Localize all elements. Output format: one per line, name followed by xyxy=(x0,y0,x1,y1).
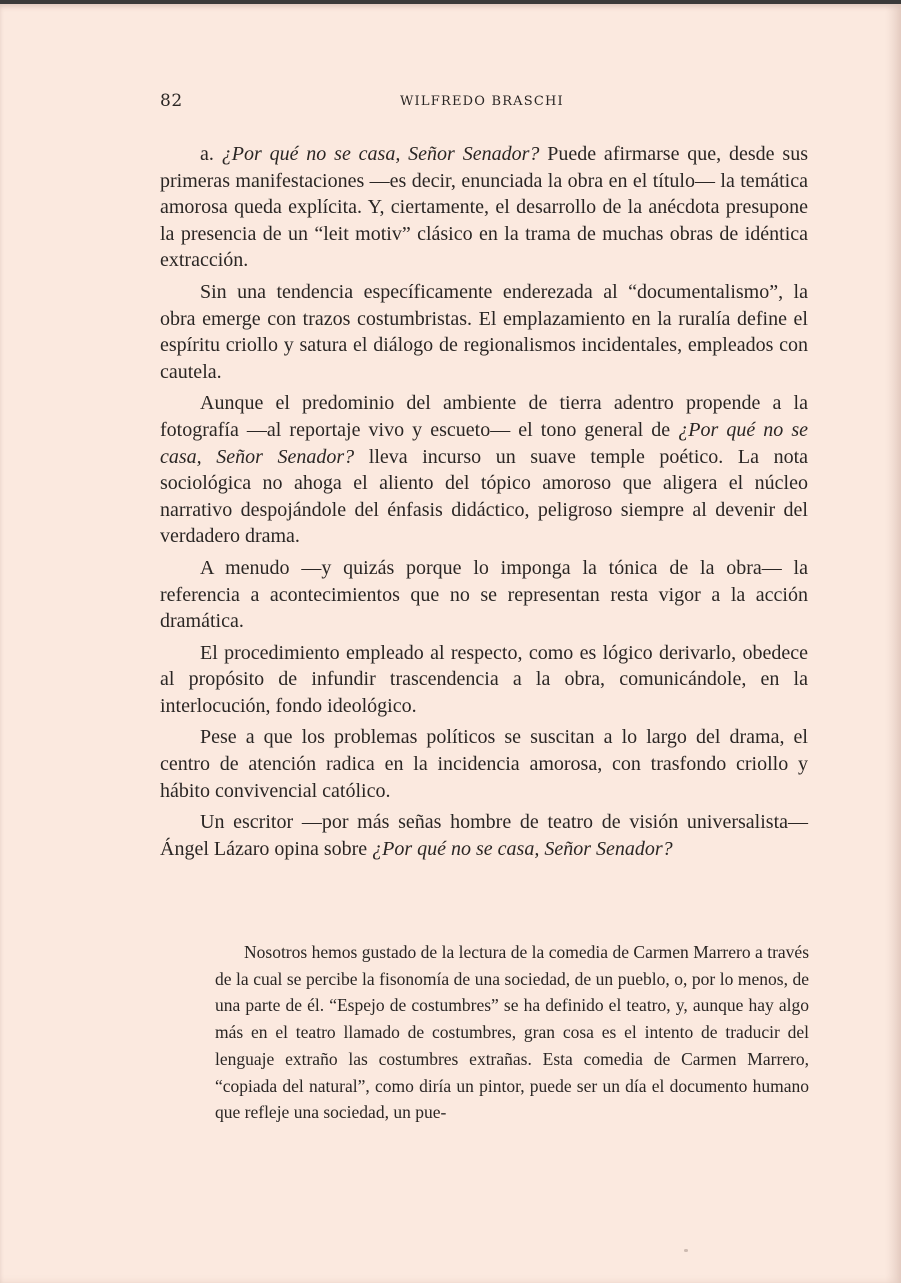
text-run: Aunque el predominio del ambiente de tierra adentro propende a la fotografía —al reportaje vivo y escueto— el tono general de xyxy=(160,392,808,441)
page-header xyxy=(160,91,810,115)
paper-speck xyxy=(684,1249,688,1252)
paragraph xyxy=(160,809,808,862)
page-edge-shadow xyxy=(885,4,901,1283)
text-run: a. xyxy=(200,143,222,165)
paragraph: Sin una tendencia específicamente enderezada al “documentalismo”, la obra emerge con trazos costumbristas. El emplazamiento en la ruralía define el espíritu criollo y satura el diálogo de regionalismos incidentales, empleados con cautela. xyxy=(160,280,808,383)
text-run: Un escritor —por más señas hombre de teatro de visión universalista—Ángel Lázaro opina sobre xyxy=(160,811,808,860)
paragraph xyxy=(160,141,808,274)
page-number: 82 xyxy=(160,91,183,111)
work-title: ¿Por qué no se casa, Señor Senador? xyxy=(160,418,808,468)
paragraph xyxy=(160,390,808,550)
main-text xyxy=(160,141,808,862)
paragraph: El procedimiento empleado al respecto, como es lógico derivarlo, obedece al propósito de infundir trascendencia a la obra, comunicándole, en la interlocución, fondo ideológico. xyxy=(160,641,808,717)
running-head: WILFREDO BRASCHI xyxy=(400,94,564,109)
paragraph: A menudo —y quizás porque lo imponga la tónica de la obra— la referencia a acontecimientos que no se representan resta vigor a la acción dramática. xyxy=(160,556,808,633)
block-quote xyxy=(215,939,809,1126)
quote-paragraph: Nosotros hemos gustado de la lectura de la comedia de Carmen Marrero a través de la cual se percibe la fisonomía de una sociedad, de un pueblo, o, por lo menos, de una parte de él. “Espejo de costumbres” se ha definido el teatro, y, aunque hay algo más en el teatro llamado de costumbres, gran cosa es el intento de traducir del lenguaje extraño las costumbres extrañas. Esta comedia de Carmen Marrero, “copiada del natural”, como diría un pintor, puede ser un día el documento humano que refleje una sociedad, un pue- xyxy=(215,942,809,1123)
paragraph: Pese a que los problemas políticos se suscitan a lo largo del drama, el centro de atención radica en la incidencia amorosa, con trasfondo criollo y hábito convivencial católico. xyxy=(160,726,808,802)
work-title: ¿Por qué no se casa, Señor Senador? xyxy=(221,143,540,165)
text-run: Puede afirmarse que, desde sus primeras manifestaciones —es decir, enunciada la obra en el título— la temática amorosa queda explícita. Y, ciertamente, el desarrollo de la anécdota presupone la presencia de un “leit motiv” clásico en la trama de muchas obras de idéntica extracción. xyxy=(160,143,808,272)
book-page xyxy=(0,4,901,1283)
text-run: lleva incurso un suave temple poético. La nota sociológica no ahoga el aliento del tópico amoroso que aligera el núcleo narrativo despojándole del énfasis didáctico, peligroso siempre al devenir del verdadero drama. xyxy=(160,445,808,548)
work-title: ¿Por qué no se casa, Señor Senador? xyxy=(372,837,673,860)
